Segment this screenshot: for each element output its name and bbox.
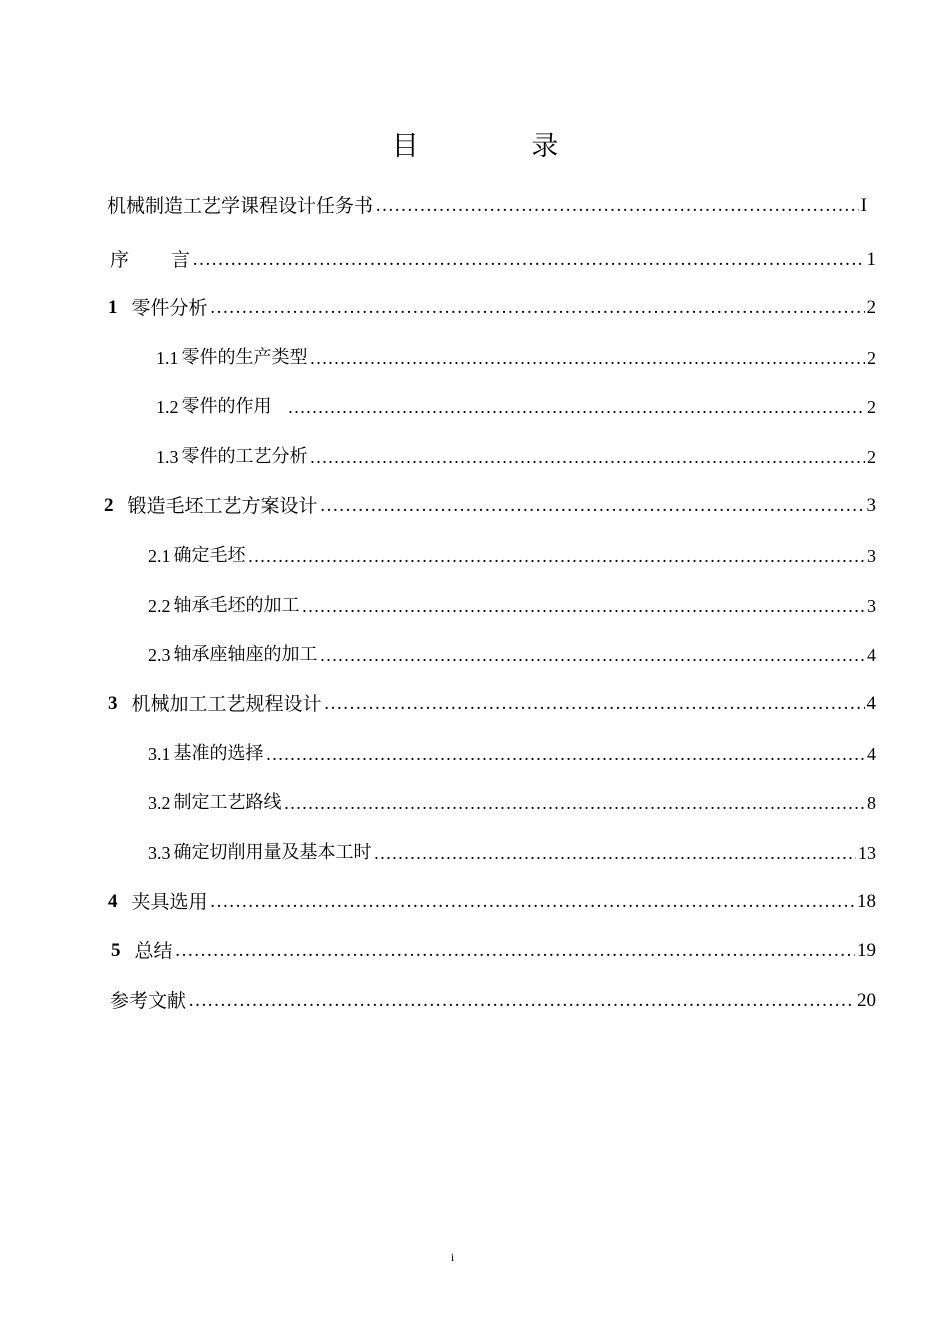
toc-leader-dots xyxy=(288,391,866,423)
toc-entry-page: 3 xyxy=(866,495,876,516)
toc-entry-label: 零件的作用 xyxy=(181,396,272,417)
toc-entry-number: 2.1 xyxy=(148,546,171,566)
toc-entry-label: 零件分析 xyxy=(131,297,208,319)
toc-leader-dots xyxy=(324,688,865,720)
toc-entry[interactable] xyxy=(148,787,876,819)
toc-entry-page: 1 xyxy=(866,249,876,270)
toc-entry-label: 基准的选择 xyxy=(173,743,264,764)
toc-leader-dots xyxy=(175,935,855,967)
toc-entry[interactable] xyxy=(156,342,876,374)
page-number-footer: i xyxy=(450,1250,455,1264)
toc-leader-dots xyxy=(210,292,865,324)
toc-entry-label: 制定工艺路线 xyxy=(173,792,282,813)
toc-entry-page: 3 xyxy=(867,596,876,616)
toc-entry-page: 13 xyxy=(858,843,876,863)
toc-entry-number: 3 xyxy=(108,693,118,714)
toc-entry-page: 4 xyxy=(867,645,876,665)
toc-entry-label: 轴承毛坯的加工 xyxy=(173,595,300,616)
toc-entry-label: 机械加工工艺规程设计 xyxy=(131,693,322,715)
toc-entry-number: 3.2 xyxy=(148,793,171,813)
toc-leader-dots xyxy=(375,190,859,222)
toc-entry[interactable] xyxy=(148,540,876,572)
toc-leader-dots xyxy=(310,342,866,374)
toc-entry[interactable] xyxy=(110,244,876,276)
toc-entry-number: 1.2 xyxy=(156,397,179,417)
toc-entry[interactable] xyxy=(148,738,876,770)
toc-entry-page: 4 xyxy=(867,744,876,764)
toc-entry-label: 确定毛坯 xyxy=(173,545,246,566)
toc-leader-dots xyxy=(188,985,855,1017)
toc-leader-dots xyxy=(320,490,865,522)
toc-leader-dots xyxy=(284,787,866,819)
toc-entry-page: 20 xyxy=(857,990,876,1011)
toc-entry-page: 3 xyxy=(867,546,876,566)
toc-entry[interactable] xyxy=(108,886,876,918)
toc-entry-label: 总结 xyxy=(134,940,173,962)
toc-entry-label: 参考文献 xyxy=(110,990,187,1012)
toc-leader-dots xyxy=(310,441,866,473)
toc-entry-number: 1.1 xyxy=(156,348,179,368)
toc-entry-page: 8 xyxy=(867,793,876,813)
toc-entry[interactable] xyxy=(108,688,876,720)
toc-entry-number: 1.3 xyxy=(156,447,179,467)
toc-entry[interactable] xyxy=(107,190,867,222)
toc-entry-number: 5 xyxy=(111,940,121,961)
toc-entry-number: 4 xyxy=(108,891,118,912)
toc-leader-dots xyxy=(302,590,866,622)
toc-entry-number: 3.1 xyxy=(148,744,171,764)
toc-entry-page: I xyxy=(860,195,867,216)
toc-leader-dots xyxy=(320,639,866,671)
toc-entry[interactable] xyxy=(148,639,876,671)
toc-entry-label: 锻造毛坯工艺方案设计 xyxy=(127,495,318,517)
toc-entry-label: 轴承座轴座的加工 xyxy=(173,644,318,665)
toc-entry-page: 4 xyxy=(866,693,876,714)
toc-entry-page: 18 xyxy=(857,891,876,912)
toc-entry-label: 零件的生产类型 xyxy=(181,347,308,368)
toc-leader-dots xyxy=(248,540,866,572)
toc-leader-dots xyxy=(210,886,855,918)
toc-entry-page: 2 xyxy=(867,447,876,467)
toc-entry-page: 19 xyxy=(857,940,876,961)
toc-entry-label: 零件的工艺分析 xyxy=(181,446,308,467)
toc-leader-dots xyxy=(266,738,866,770)
toc-leader-dots xyxy=(374,837,857,869)
toc-entry-number: 2 xyxy=(104,495,114,516)
toc-entry-label: 序 言 xyxy=(110,249,191,271)
toc-entry-number: 1 xyxy=(108,297,118,318)
toc-entry[interactable] xyxy=(156,441,876,473)
toc-entry[interactable] xyxy=(110,985,876,1017)
toc-entry[interactable] xyxy=(148,837,876,869)
toc-entry-number: 3.3 xyxy=(148,843,171,863)
toc-entry[interactable] xyxy=(111,935,876,967)
toc-entry-label: 确定切削用量及基本工时 xyxy=(173,842,372,863)
toc-entry-page: 2 xyxy=(867,397,876,417)
toc-entry-label: 机械制造工艺学课程设计任务书 xyxy=(107,195,374,217)
toc-leader-dots xyxy=(192,244,864,276)
toc-entry[interactable] xyxy=(148,590,876,622)
toc-entry[interactable] xyxy=(104,490,876,522)
toc-entry-page: 2 xyxy=(867,348,876,368)
toc-entry-number: 2.2 xyxy=(148,596,171,616)
toc-title: 目 录 xyxy=(391,131,611,162)
toc-entry-number: 2.3 xyxy=(148,645,171,665)
toc-entry[interactable] xyxy=(108,292,876,324)
toc-entry-label: 夹具选用 xyxy=(131,891,208,913)
toc-entry-page: 2 xyxy=(866,297,876,318)
toc-entry[interactable] xyxy=(156,391,876,423)
